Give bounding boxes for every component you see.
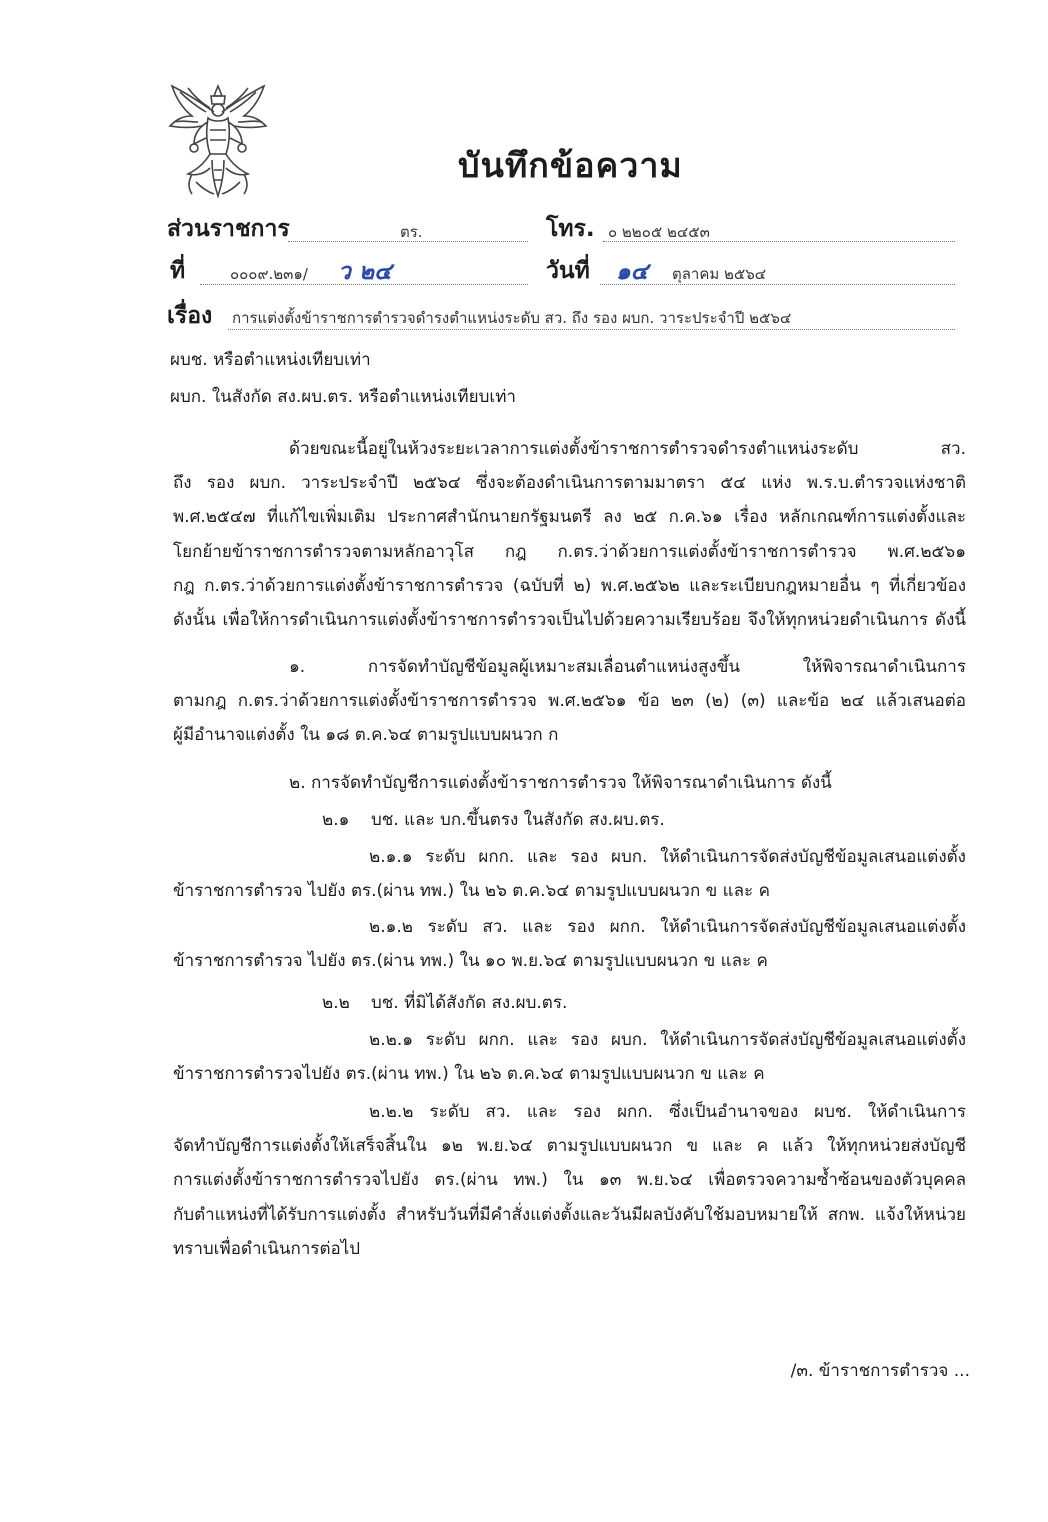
item-2-1-2 <box>173 910 966 978</box>
text-line: ทราบเพื่อดำเนินการต่อไป <box>173 1238 361 1259</box>
text-line: ถึง รอง ผบก. วาระประจำปี ๒๕๖๔ ซึ่งจะต้องดำเนินการตามมาตรา ๕๔ แห่ง พ.ร.บ.ตำรวจแห่งชาติ <box>173 473 966 494</box>
garuda-emblem <box>166 82 270 202</box>
phone-label: โทร. <box>546 216 595 242</box>
agency-value: ตร. <box>400 223 423 241</box>
date-label: วันที่ <box>546 258 590 284</box>
text-line: ๒.๑.๒ ระดับ สว. และ รอง ผกก. ให้ดำเนินการจัดส่งบัญชีข้อมูลเสนอแต่งตั้ง <box>369 917 966 937</box>
text-line: ด้วยขณะนี้อยู่ในห้วงระยะเวลาการแต่งตั้งข้าราชการตำรวจดำรงตำแหน่งระดับ สว. <box>289 439 966 459</box>
agency-label: ส่วนราชการ <box>167 216 290 242</box>
date-handwritten: ๑๔ <box>616 259 649 285</box>
item-2-2-text: บช. ที่มิได้สังกัด สง.ผบ.ตร. <box>371 993 568 1013</box>
item-2-heading: ๒. การจัดทำบัญชีการแต่งตั้งข้าราชการตำรวจ ให้พิจารณาดำเนินการ ดังนี้ <box>289 773 832 793</box>
ref-handwritten: ว ๒๔ <box>338 259 392 285</box>
text-line: โยกย้ายข้าราชการตำรวจตามหลักอาวุโส กฎ ก.ตร.ว่าด้วยการแต่งตั้งข้าราชการตำรวจ พ.ศ.๒๕๖๑ <box>173 541 966 562</box>
text-line: ดังนั้น เพื่อให้การดำเนินการแต่งตั้งข้าราชการตำรวจเป็นไปด้วยความเรียบร้อย จึงให้ทุกหน่วยดำเนินการ ดังนี้ <box>173 610 966 631</box>
text-line: จัดทำบัญชีการแต่งตั้งให้เสร็จสิ้นใน ๑๒ พ.ย.๖๔ ตามรูปแบบผนวก ข และ ค แล้ว ให้ทุกหน่วยส่งบัญชี <box>173 1136 966 1157</box>
text-line: ๒.๒.๒ ระดับ สว. และ รอง ผกก. ซึ่งเป็นอำนาจของ ผบช. ให้ดำเนินการ <box>369 1102 966 1122</box>
subject-label: เรื่อง <box>167 303 213 329</box>
text-line: ๑. การจัดทำบัญชีข้อมูลผู้เหมาะสมเลื่อนตำแหน่งสูงขึ้น ให้พิจารณาดำเนินการ <box>289 657 966 677</box>
recipient-line-1: ผบช. หรือตำแหน่งเทียบเท่า <box>170 350 371 370</box>
item-2-2-2 <box>173 1095 966 1266</box>
ref-value: ๐๐๐๙.๒๓๑/ <box>230 265 308 283</box>
item-2-1-number: ๒.๑ <box>322 810 350 830</box>
document-title: บันทึกข้อความ <box>458 146 683 186</box>
text-line: กฎ ก.ตร.ว่าด้วยการแต่งตั้งข้าราชการตำรวจ (ฉบับที่ ๒) พ.ศ.๒๕๖๒ และระเบียบกฎหมายอื่น ๆ ที่เกี่ยวข้อง <box>173 575 966 596</box>
garuda-emblem-graphic <box>166 82 270 202</box>
text-line: ตามกฎ ก.ตร.ว่าด้วยการแต่งตั้งข้าราชการตำรวจ พ.ศ.๒๕๖๑ ข้อ ๒๓ (๒) (๓) และข้อ ๒๔ แล้วเสนอต่อ <box>173 691 966 712</box>
date-value: ตุลาคม ๒๕๖๔ <box>672 265 767 283</box>
text-line: ๒.๒.๑ ระดับ ผกก. และ รอง ผบก. ให้ดำเนินการจัดส่งบัญชีข้อมูลเสนอแต่งตั้ง <box>369 1030 966 1050</box>
subject-value: การแต่งตั้งข้าราชการตำรวจดำรงตำแหน่งระดับ สว. ถึง รอง ผบก. วาระประจำปี ๒๕๖๔ <box>232 309 792 327</box>
item-1 <box>173 650 966 753</box>
text-line: ข้าราชการตำรวจ ไปยัง ตร.(ผ่าน ทพ.) ใน ๒๖ ต.ค.๖๔ ตามรูปแบบผนวก ข และ ค <box>173 881 770 902</box>
recipient-line-2: ผบก. ในสังกัด สง.ผบ.ตร. หรือตำแหน่งเทียบเท่า <box>170 387 516 407</box>
item-2-1-text: บช. และ บก.ขึ้นตรง ในสังกัด สง.ผบ.ตร. <box>371 810 665 830</box>
text-line: ข้าราชการตำรวจไปยัง ตร.(ผ่าน ทพ.) ใน ๒๖ ต.ค.๖๔ ตามรูปแบบผนวก ข และ ค <box>173 1064 765 1085</box>
item-2-2-number: ๒.๒ <box>322 993 350 1013</box>
text-line: พ.ศ.๒๕๔๗ ที่แก้ไขเพิ่มเติม ประกาศสำนักนายกรัฐมนตรี ลง ๒๕ ก.ค.๖๑ เรื่อง หลักเกณฑ์การแต่งตั้งและ <box>173 507 966 528</box>
intro-paragraph <box>173 432 966 637</box>
text-line: การแต่งตั้งข้าราชการตำรวจไปยัง ตร.(ผ่าน ทพ.) ใน ๑๓ พ.ย.๖๔ เพื่อตรวจความซ้ำซ้อนของตัวบุคคล <box>173 1170 966 1191</box>
item-2-1-1 <box>173 840 966 908</box>
text-line: ผู้มีอำนาจแต่งตั้ง ใน ๑๘ ต.ค.๖๔ ตามรูปแบบผนวก ก <box>173 725 559 746</box>
continuation-note: /๓. ข้าราชการตำรวจ ... <box>790 1361 970 1381</box>
ref-label: ที่ <box>170 258 186 284</box>
text-line: ข้าราชการตำรวจ ไปยัง ตร.(ผ่าน ทพ.) ใน ๑๐ พ.ย.๖๔ ตามรูปแบบผนวก ข และ ค <box>173 951 768 972</box>
text-line: กับตำแหน่งที่ได้รับการแต่งตั้ง สำหรับวันที่มีคำสั่งแต่งตั้งและวันมีผลบังคับใช้มอบหมายให้ สกพ. แจ้งให้หน่วย <box>173 1204 966 1225</box>
date-dotted-rule <box>600 284 955 285</box>
phone-value: ๐ ๒๒๐๕ ๒๔๕๓ <box>608 223 710 241</box>
text-line: ๒.๑.๑ ระดับ ผกก. และ รอง ผบก. ให้ดำเนินการจัดส่งบัญชีข้อมูลเสนอแต่งตั้ง <box>369 847 966 867</box>
item-2-2-1 <box>173 1023 966 1091</box>
